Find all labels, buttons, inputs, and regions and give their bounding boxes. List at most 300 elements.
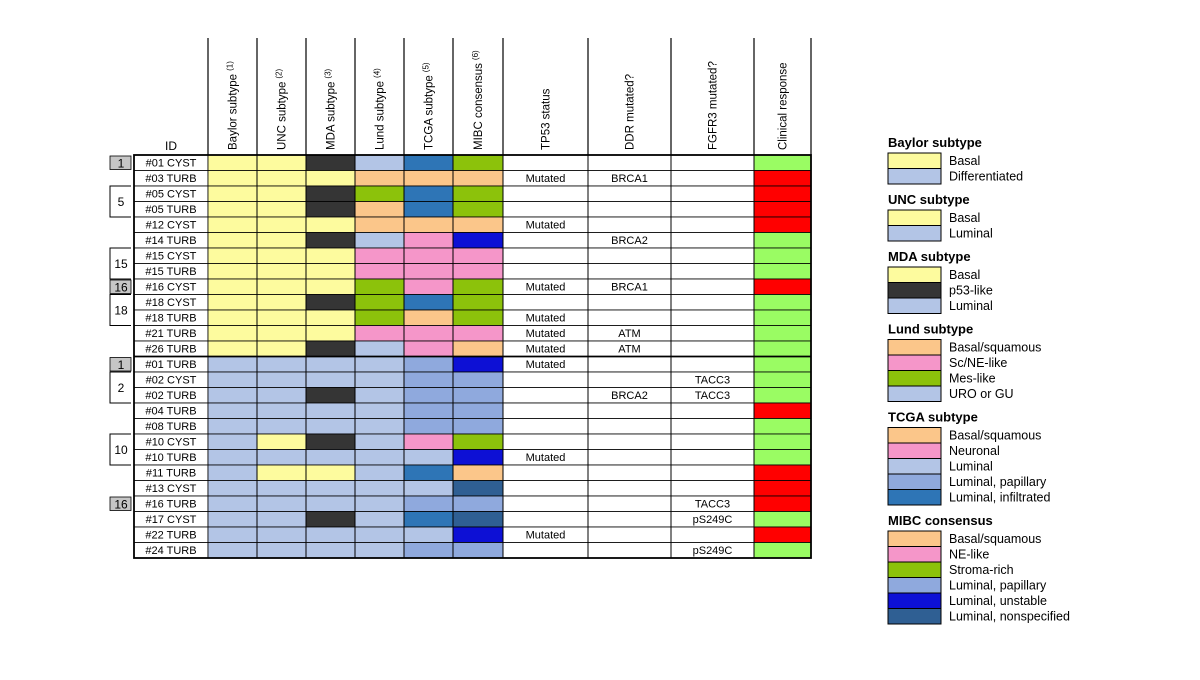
subtype-cell [404, 233, 453, 249]
subtype-cell [208, 403, 257, 419]
tp53-value: Mutated [525, 359, 566, 371]
legend-swatch [888, 578, 941, 594]
subtype-cell [208, 248, 257, 264]
legend-label: Differentiated [949, 169, 1024, 184]
subtype-cell [208, 357, 257, 373]
subtype-cell [453, 357, 503, 373]
ddr-cell [588, 403, 671, 419]
ddr-value: BRCA2 [611, 390, 648, 402]
clinical-response-cell [754, 326, 811, 342]
ddr-cell [588, 310, 671, 326]
column-header-label: DDR mutated? [624, 73, 637, 150]
ddr-value: ATM [618, 328, 641, 340]
ddr-cell [588, 295, 671, 311]
fgfr3-cell [671, 155, 754, 171]
subtype-cell [208, 496, 257, 512]
subtype-cell [453, 543, 503, 559]
legend-label: URO or GU [949, 387, 1014, 401]
subtype-cell [355, 481, 404, 497]
subtype-cell [453, 186, 503, 202]
subtype-cell [208, 372, 257, 388]
column-header-superscript: (3) [323, 68, 333, 79]
subtype-cell [208, 310, 257, 326]
subtype-cell [257, 527, 306, 543]
column-header-label: TCGA subtype [423, 75, 436, 150]
patient-label: 18 [114, 303, 128, 318]
ddr-cell [588, 264, 671, 280]
subtype-cell [257, 388, 306, 404]
subtype-cell [257, 295, 306, 311]
subtype-cell [404, 248, 453, 264]
subtype-cell [208, 233, 257, 249]
tp53-value: Mutated [525, 281, 566, 294]
subtype-cell [208, 264, 257, 280]
patient-label: 15 [114, 257, 128, 271]
subtype-cell [306, 481, 355, 497]
subtype-cell [453, 450, 503, 466]
subtype-cell [404, 202, 453, 218]
fgfr3-cell [671, 248, 754, 264]
clinical-response-cell [754, 264, 811, 280]
column-header-label: MIBC consensus [473, 63, 485, 150]
clinical-response-cell [754, 450, 811, 466]
subtype-cell [208, 527, 257, 543]
fgfr3-cell [671, 465, 754, 481]
subtype-cell [208, 512, 257, 528]
subtype-cell [404, 357, 453, 373]
subtype-cell [257, 233, 306, 249]
subtype-cell [355, 233, 404, 249]
subtype-cell [355, 279, 404, 295]
sample-id: #08 TURB [145, 421, 197, 433]
legend-title: Baylor subtype [888, 135, 982, 150]
tp53-value: Mutated [525, 312, 566, 325]
legend-label: Neuronal [949, 444, 1000, 458]
sample-id: #04 TURB [145, 405, 197, 418]
subtype-cell [453, 388, 503, 404]
patient-label: 16 [114, 280, 128, 295]
subtype-cell [208, 450, 257, 466]
subtype-cell [355, 341, 404, 357]
subtype-cell [208, 465, 257, 481]
subtype-cell [257, 403, 306, 419]
legend-title: Lund subtype [888, 321, 974, 337]
subtype-cell [306, 419, 355, 435]
subtype-cell [404, 450, 453, 466]
legend-title: TCGA subtype [888, 409, 978, 425]
subtype-cell [208, 186, 257, 202]
subtype-cell [208, 419, 257, 435]
tp53-cell [503, 543, 588, 559]
subtype-cell [453, 341, 503, 357]
clinical-response-cell [754, 465, 811, 481]
legend-swatch [888, 355, 941, 371]
legend-label: Luminal, unstable [949, 594, 1047, 608]
sample-id: #03 TURB [145, 173, 197, 185]
subtype-cell [208, 155, 257, 171]
subtype-cell [257, 186, 306, 202]
patient-label: 5 [117, 195, 125, 209]
subtype-cell [355, 310, 404, 326]
clinical-response-cell [754, 481, 811, 497]
subtype-cell [404, 372, 453, 388]
subtype-cell [306, 403, 355, 419]
clinical-response-cell [754, 543, 811, 559]
tp53-value: Mutated [525, 343, 566, 356]
subtype-cell [355, 171, 404, 187]
legend-title: MIBC consensus [888, 513, 993, 528]
subtype-cell [257, 419, 306, 435]
clinical-response-cell [754, 527, 811, 543]
clinical-response-cell [754, 279, 811, 295]
fgfr3-cell [671, 326, 754, 342]
subtype-cell [453, 372, 503, 388]
legend-swatch [888, 371, 941, 387]
column-header [541, 88, 553, 150]
ddr-value: BRCA2 [611, 235, 648, 247]
sample-id: #11 TURB [145, 467, 197, 480]
column-header-label: FGFR3 mutated? [707, 61, 720, 150]
column-header [422, 62, 436, 150]
subtype-cell [355, 186, 404, 202]
tp53-cell [503, 512, 588, 528]
subtype-cell [306, 202, 355, 218]
fgfr3-value: TACC3 [694, 390, 731, 402]
legend-swatch [888, 226, 941, 242]
subtype-cell [257, 171, 306, 187]
subtype-cell [404, 295, 453, 311]
fgfr3-cell [671, 295, 754, 311]
subtype-cell [257, 543, 306, 559]
subtype-cell [355, 372, 404, 388]
column-header-superscript: (6) [471, 50, 480, 61]
subtype-cell [208, 326, 257, 342]
subtype-cell [453, 326, 503, 342]
subtype-cell [404, 481, 453, 497]
fgfr3-cell [671, 233, 754, 249]
fgfr3-cell [671, 341, 754, 357]
subtype-cell [257, 279, 306, 295]
legend-swatch [888, 267, 941, 283]
subtype-cell [404, 155, 453, 171]
column-header [471, 50, 485, 150]
legend-swatch [888, 386, 941, 402]
clinical-response-cell [754, 434, 811, 450]
subtype-cell [208, 171, 257, 187]
subtype-cell [453, 295, 503, 311]
tp53-value: Mutated [525, 328, 566, 340]
subtype-cell [404, 264, 453, 280]
ddr-cell [588, 202, 671, 218]
column-header [226, 61, 240, 150]
legend-swatch [888, 609, 941, 625]
fgfr3-cell [671, 527, 754, 543]
legend-label: Luminal, nonspecified [949, 609, 1070, 624]
subtype-cell [404, 186, 453, 202]
ddr-cell [588, 372, 671, 388]
clinical-response-cell [754, 186, 811, 202]
sample-id: #16 TURB [145, 498, 197, 511]
subtype-cell [355, 202, 404, 218]
subtype-cell [453, 310, 503, 326]
subtype-cell [404, 388, 453, 404]
sample-id: #21 TURB [145, 328, 197, 340]
legend-label: NE-like [949, 547, 990, 562]
subtype-cell [404, 465, 453, 481]
subtype-cell [453, 496, 503, 512]
column-header [373, 68, 387, 150]
subtype-cell [404, 171, 453, 187]
patient-label: 16 [114, 497, 128, 512]
fgfr3-cell [671, 171, 754, 187]
legend-swatch [888, 153, 941, 169]
clinical-response-cell [754, 357, 811, 373]
ddr-cell [588, 357, 671, 373]
legend-label: Basal [949, 268, 981, 282]
tp53-cell [503, 186, 588, 202]
subtype-cell [208, 217, 257, 233]
tp53-cell [503, 465, 588, 481]
legend-swatch [888, 459, 941, 475]
legend-title: UNC subtype [888, 192, 970, 207]
legend-label: Basal [949, 211, 981, 225]
clinical-response-cell [754, 372, 811, 388]
subtype-cell [306, 372, 355, 388]
subtype-cell [453, 248, 503, 264]
subtype-cell [355, 217, 404, 233]
sample-id: #15 TURB [145, 266, 197, 278]
fgfr3-cell [671, 310, 754, 326]
ddr-cell [588, 434, 671, 450]
tp53-cell [503, 388, 588, 404]
ddr-cell [588, 419, 671, 435]
tp53-cell [503, 264, 588, 280]
subtype-cell [257, 450, 306, 466]
subtype-cell [306, 357, 355, 373]
subtype-cell [257, 372, 306, 388]
legend-label: Basal [949, 154, 981, 168]
ddr-cell [588, 248, 671, 264]
subtype-cell [208, 434, 257, 450]
subtype-cell [453, 512, 503, 528]
column-header-superscript: (2) [274, 68, 284, 79]
tp53-cell [503, 481, 588, 497]
fgfr3-cell [671, 202, 754, 218]
subtype-cell [306, 279, 355, 295]
subtype-cell [208, 341, 257, 357]
patient-label: 1 [117, 357, 125, 372]
legend-swatch [888, 531, 941, 547]
legend-label: Luminal, papillary [949, 475, 1047, 489]
sample-id: #10 TURB [145, 452, 197, 464]
column-header-label: Lund subtype [374, 80, 387, 150]
tp53-cell [503, 295, 588, 311]
subtype-cell [257, 481, 306, 497]
subtype-cell [404, 403, 453, 419]
subtype-cell [355, 496, 404, 512]
sample-id: #01 CYST [145, 157, 197, 170]
subtype-cell [404, 217, 453, 233]
column-header [778, 62, 790, 150]
legend-swatch [888, 340, 941, 356]
subtype-cell [208, 481, 257, 497]
fgfr3-value: pS249C [692, 514, 733, 526]
legend-label: Sc/NE-like [949, 356, 1008, 370]
subtype-cell [404, 341, 453, 357]
legend-label: Luminal [949, 459, 993, 474]
ddr-cell [588, 217, 671, 233]
clinical-response-cell [754, 419, 811, 435]
clinical-response-cell [754, 403, 811, 419]
subtype-cell [306, 217, 355, 233]
ddr-cell [588, 496, 671, 512]
legend-label: Basal/squamous [949, 532, 1042, 546]
patient-label: 2 [117, 381, 125, 395]
subtype-cell [306, 171, 355, 187]
legend-label: Luminal, papillary [949, 578, 1047, 593]
subtype-cell [257, 248, 306, 264]
legend-swatch [888, 490, 941, 506]
ddr-cell [588, 186, 671, 202]
subtype-cell [257, 310, 306, 326]
subtype-cell [453, 527, 503, 543]
column-header [625, 74, 637, 150]
fgfr3-cell [671, 217, 754, 233]
clinical-response-cell [754, 295, 811, 311]
subtype-cell [404, 496, 453, 512]
sample-id: #16 CYST [145, 281, 197, 294]
clinical-response-cell [754, 341, 811, 357]
subtype-cell [208, 279, 257, 295]
subtype-cell [355, 419, 404, 435]
tp53-cell [503, 202, 588, 218]
subtype-cell [306, 450, 355, 466]
tp53-value: Mutated [525, 219, 566, 232]
legend-label: Luminal, infiltrated [949, 490, 1051, 505]
fgfr3-cell [671, 264, 754, 280]
subtype-cell [355, 465, 404, 481]
tp53-cell [503, 372, 588, 388]
fgfr3-cell [671, 419, 754, 435]
subtype-cell [355, 295, 404, 311]
sample-id: #26 TURB [145, 343, 197, 356]
fgfr3-cell [671, 279, 754, 295]
legend-swatch [888, 428, 941, 444]
ddr-cell [588, 527, 671, 543]
legend-swatch [888, 474, 941, 490]
clinical-response-cell [754, 171, 811, 187]
column-header-label: MDA subtype [325, 81, 338, 150]
subtype-cell [453, 481, 503, 497]
ddr-value: BRCA1 [611, 173, 648, 185]
ddr-cell [588, 465, 671, 481]
column-header [275, 68, 289, 150]
subtype-cell [355, 326, 404, 342]
legend-swatch [888, 562, 941, 578]
subtype-cell [257, 465, 306, 481]
column-header-superscript: (5) [421, 62, 431, 73]
legend-swatch [888, 283, 941, 299]
subtype-cell [355, 450, 404, 466]
fgfr3-cell [671, 403, 754, 419]
legend-swatch [888, 547, 941, 563]
sample-id: #10 CYST [145, 436, 197, 449]
subtype-cell [306, 264, 355, 280]
subtype-cell [453, 217, 503, 233]
fgfr3-cell [671, 481, 754, 497]
sample-id: #12 CYST [145, 219, 197, 232]
sample-id: #14 TURB [145, 235, 197, 247]
sample-id: #01 TURB [145, 359, 197, 371]
sample-id: #24 TURB [145, 545, 197, 557]
subtype-cell [306, 496, 355, 512]
clinical-response-cell [754, 388, 811, 404]
tp53-cell [503, 248, 588, 264]
subtype-cell [453, 434, 503, 450]
legend-label: Luminal [949, 226, 993, 241]
clinical-response-cell [754, 217, 811, 233]
subtype-cell [208, 202, 257, 218]
ddr-cell [588, 155, 671, 171]
subtype-cell [306, 465, 355, 481]
subtype-cell [453, 233, 503, 249]
subtype-cell [306, 233, 355, 249]
subtype-cell [404, 419, 453, 435]
tp53-value: Mutated [525, 173, 566, 185]
subtype-cell [306, 186, 355, 202]
subtype-cell [257, 326, 306, 342]
subtype-cell [208, 295, 257, 311]
subtype-cell [355, 512, 404, 528]
fgfr3-cell [671, 357, 754, 373]
column-header [324, 68, 338, 150]
subtype-cell [355, 527, 404, 543]
tp53-cell [503, 496, 588, 512]
fgfr3-value: pS249C [692, 545, 733, 557]
legend-label: Mes-like [949, 371, 996, 386]
fgfr3-cell [671, 450, 754, 466]
sample-id: #15 CYST [145, 250, 197, 263]
sample-id: #02 TURB [145, 390, 197, 402]
clinical-response-cell [754, 310, 811, 326]
subtype-cell [453, 465, 503, 481]
subtype-cell [453, 419, 503, 435]
patient-label: 1 [117, 156, 125, 171]
subtype-cell [453, 403, 503, 419]
subtype-cell [355, 434, 404, 450]
subtype-cell [355, 403, 404, 419]
subtype-cell [208, 388, 257, 404]
sample-id: #18 TURB [145, 312, 197, 325]
tp53-value: Mutated [525, 452, 566, 464]
legend-label: Basal/squamous [949, 340, 1042, 355]
subtype-cell [257, 496, 306, 512]
subtype-cell [355, 155, 404, 171]
subtype-cell [306, 512, 355, 528]
legend-swatch [888, 443, 941, 459]
ddr-value: BRCA1 [611, 281, 648, 294]
tp53-cell [503, 403, 588, 419]
legend-swatch [888, 298, 941, 314]
legend-label: Stroma-rich [949, 563, 1014, 577]
column-header-label: Baylor subtype [227, 73, 240, 150]
subtype-cell [257, 155, 306, 171]
tp53-cell [503, 233, 588, 249]
subtype-cell [355, 357, 404, 373]
column-header-label: UNC subtype [276, 81, 289, 150]
subtype-cell [306, 310, 355, 326]
ddr-value: ATM [618, 343, 641, 356]
